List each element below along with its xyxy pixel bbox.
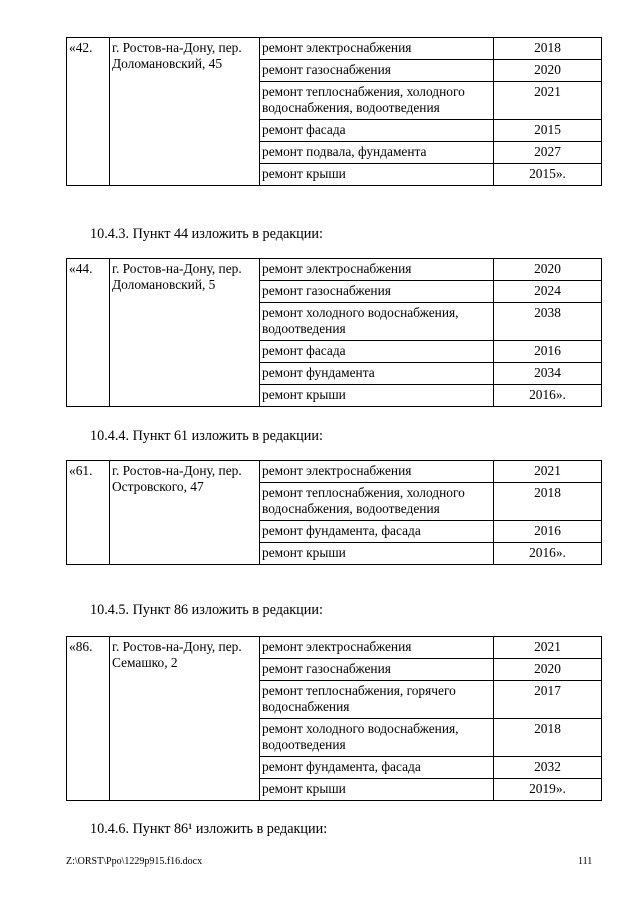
- work-cell: ремонт холодного водоснабжения, водоотведения: [260, 719, 494, 757]
- year-cell: 2020: [494, 60, 602, 82]
- work-cell: ремонт электроснабжения: [260, 38, 494, 60]
- year-cell: 2018: [494, 483, 602, 521]
- year-cell: 2024: [494, 281, 602, 303]
- page-number: 111: [578, 856, 593, 867]
- work-cell: ремонт газоснабжения: [260, 659, 494, 681]
- year-cell: 2015: [494, 120, 602, 142]
- year-cell: 2034: [494, 363, 602, 385]
- address-cell: г. Ростов-на-Дону, пер. Доломановский, 5: [110, 259, 260, 407]
- year-cell: 2020: [494, 259, 602, 281]
- work-cell: ремонт крыши: [260, 164, 494, 186]
- year-cell: 2021: [494, 461, 602, 483]
- year-cell: 2017: [494, 681, 602, 719]
- year-cell: 2027: [494, 142, 602, 164]
- paragraph-10-4-5: 10.4.5. Пункт 86 изложить в редакции:: [90, 602, 323, 618]
- work-cell: ремонт электроснабжения: [260, 461, 494, 483]
- year-cell: 2021: [494, 637, 602, 659]
- item-number: «61.: [67, 461, 110, 565]
- year-cell: 2018: [494, 38, 602, 60]
- year-cell: 2020: [494, 659, 602, 681]
- work-cell: ремонт теплоснабжения, горячего водоснабжения: [260, 681, 494, 719]
- work-cell: ремонт электроснабжения: [260, 637, 494, 659]
- year-cell: 2016: [494, 341, 602, 363]
- year-cell: 2032: [494, 757, 602, 779]
- work-cell: ремонт крыши: [260, 543, 494, 565]
- work-cell: ремонт крыши: [260, 385, 494, 407]
- table-item-44: [66, 258, 598, 407]
- table-item-86: [66, 636, 598, 801]
- item-number: «42.: [67, 38, 110, 186]
- work-cell: ремонт подвала, фундамента: [260, 142, 494, 164]
- work-cell: ремонт электроснабжения: [260, 259, 494, 281]
- work-cell: ремонт теплоснабжения, холодного водоснабжения, водоотведения: [260, 82, 494, 120]
- year-cell: 2015».: [494, 164, 602, 186]
- work-cell: ремонт теплоснабжения, холодного водоснабжения, водоотведения: [260, 483, 494, 521]
- year-cell: 2018: [494, 719, 602, 757]
- year-cell: 2016».: [494, 543, 602, 565]
- year-cell: 2019».: [494, 779, 602, 801]
- paragraph-10-4-6: 10.4.6. Пункт 86¹ изложить в редакции:: [90, 821, 328, 837]
- year-cell: 2038: [494, 303, 602, 341]
- work-cell: ремонт газоснабжения: [260, 60, 494, 82]
- address-cell: г. Ростов-на-Дону, пер. Доломановский, 45: [110, 38, 260, 186]
- paragraph-10-4-4: 10.4.4. Пункт 61 изложить в редакции:: [90, 428, 323, 444]
- year-cell: 2021: [494, 82, 602, 120]
- work-cell: ремонт фасада: [260, 341, 494, 363]
- work-cell: ремонт фундамента, фасада: [260, 757, 494, 779]
- work-cell: ремонт холодного водоснабжения, водоотведения: [260, 303, 494, 341]
- address-cell: г. Ростов-на-Дону, пер. Семашко, 2: [110, 637, 260, 801]
- table-item-61: [66, 460, 598, 565]
- work-cell: ремонт фасада: [260, 120, 494, 142]
- year-cell: 2016: [494, 521, 602, 543]
- item-number: «86.: [67, 637, 110, 801]
- work-cell: ремонт газоснабжения: [260, 281, 494, 303]
- work-cell: ремонт фундамента, фасада: [260, 521, 494, 543]
- work-cell: ремонт фундамента: [260, 363, 494, 385]
- item-number: «44.: [67, 259, 110, 407]
- address-cell: г. Ростов-на-Дону, пер. Островского, 47: [110, 461, 260, 565]
- paragraph-10-4-3: 10.4.3. Пункт 44 изложить в редакции:: [90, 226, 323, 242]
- table-item-42: [66, 37, 598, 186]
- work-cell: ремонт крыши: [260, 779, 494, 801]
- year-cell: 2016».: [494, 385, 602, 407]
- footer-file-path: Z:\ORST\Ppo\1229p915.f16.docx: [66, 856, 203, 867]
